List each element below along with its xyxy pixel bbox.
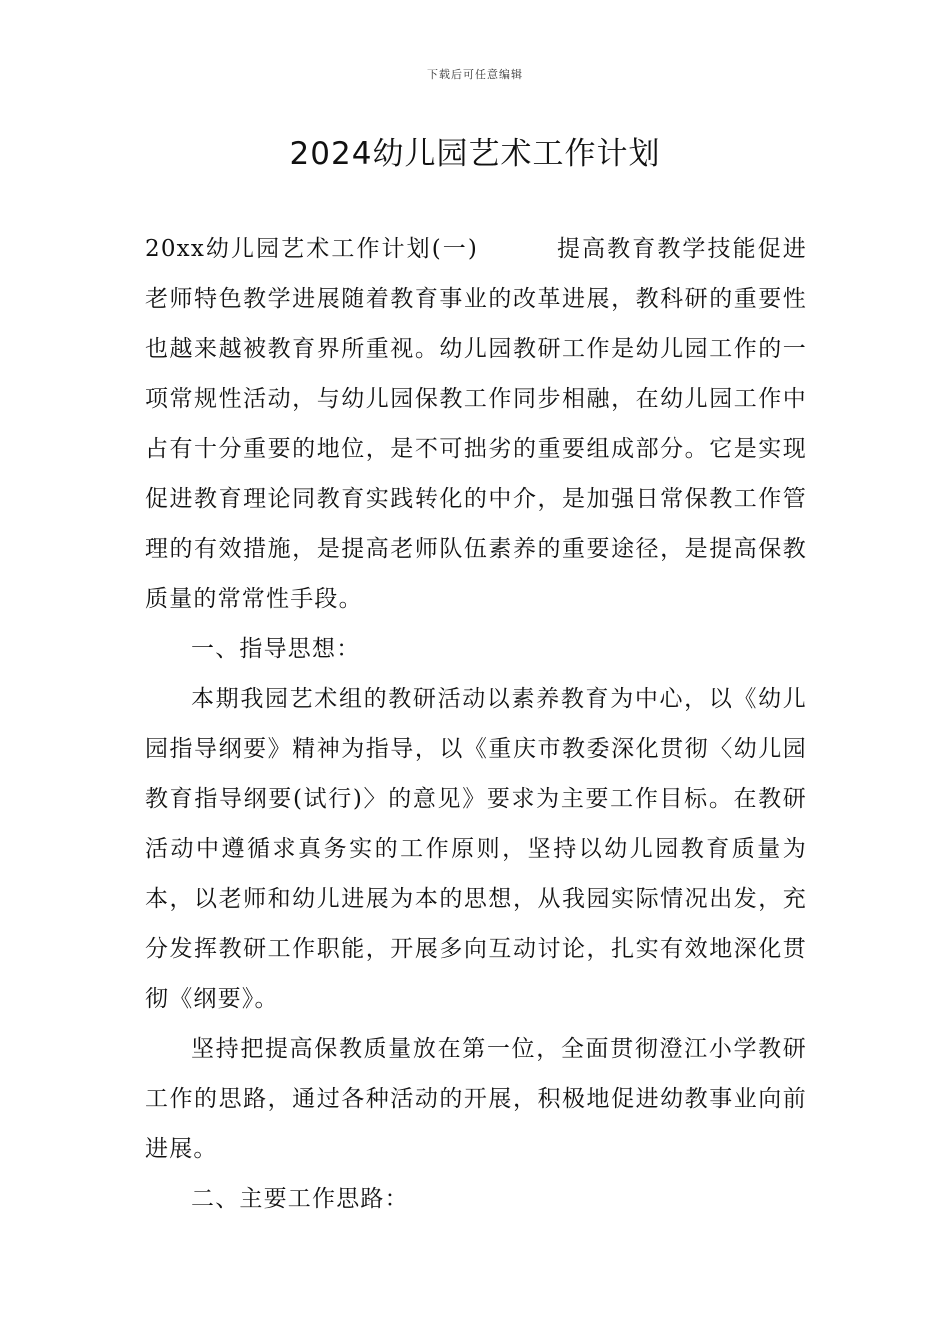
section-heading-1: 一、指导思想： bbox=[191, 636, 361, 662]
intro-paragraph bbox=[145, 224, 807, 624]
intro-lead: 20xx幼儿园艺术工作计划(一) bbox=[145, 236, 479, 262]
intro-text: 提高教育教学技能促进老师特色教学进展随着教育事业的改革进展，教科研的重要性也越来越被教育界所重视。幼儿园教研工作是幼儿园工作的一项常规性活动，与幼儿园保教工作同步相融，在幼儿园工作中占有十分重要的地位，是不可拙劣的重要组成部分。它是实现促进教育理论同教育实践转化的中介，是加强日常保教工作管理的有效措施，是提高老师队伍素养的重要途径，是提高保教质量的常常性手段。 bbox=[145, 236, 808, 612]
document-body bbox=[145, 224, 807, 1224]
header-note: 下载后可任意编辑 bbox=[427, 68, 523, 81]
section-heading-2: 二、主要工作思路： bbox=[191, 1186, 409, 1212]
section-1-paragraph-1: 本期我园艺术组的教研活动以素养教育为中心，以《幼儿园指导纲要》精神为指导，以《重庆市教委深化贯彻〈幼儿园教育指导纲要(试行)〉的意见》要求为主要工作目标。在教研活动中遵循求真务实的工作原则，坚持以幼儿园教育质量为本，以老师和幼儿进展为本的思想，从我园实际情况出发，充分发挥教研工作职能，开展多向互动讨论，扎实有效地深化贯彻《纲要》。 bbox=[145, 686, 807, 1012]
document-title: 2024幼儿园艺术工作计划 bbox=[289, 136, 661, 172]
section-1-paragraph-2: 坚持把提高保教质量放在第一位，全面贯彻澄江小学教研工作的思路，通过各种活动的开展，积极地促进幼教事业向前进展。 bbox=[145, 1036, 807, 1162]
